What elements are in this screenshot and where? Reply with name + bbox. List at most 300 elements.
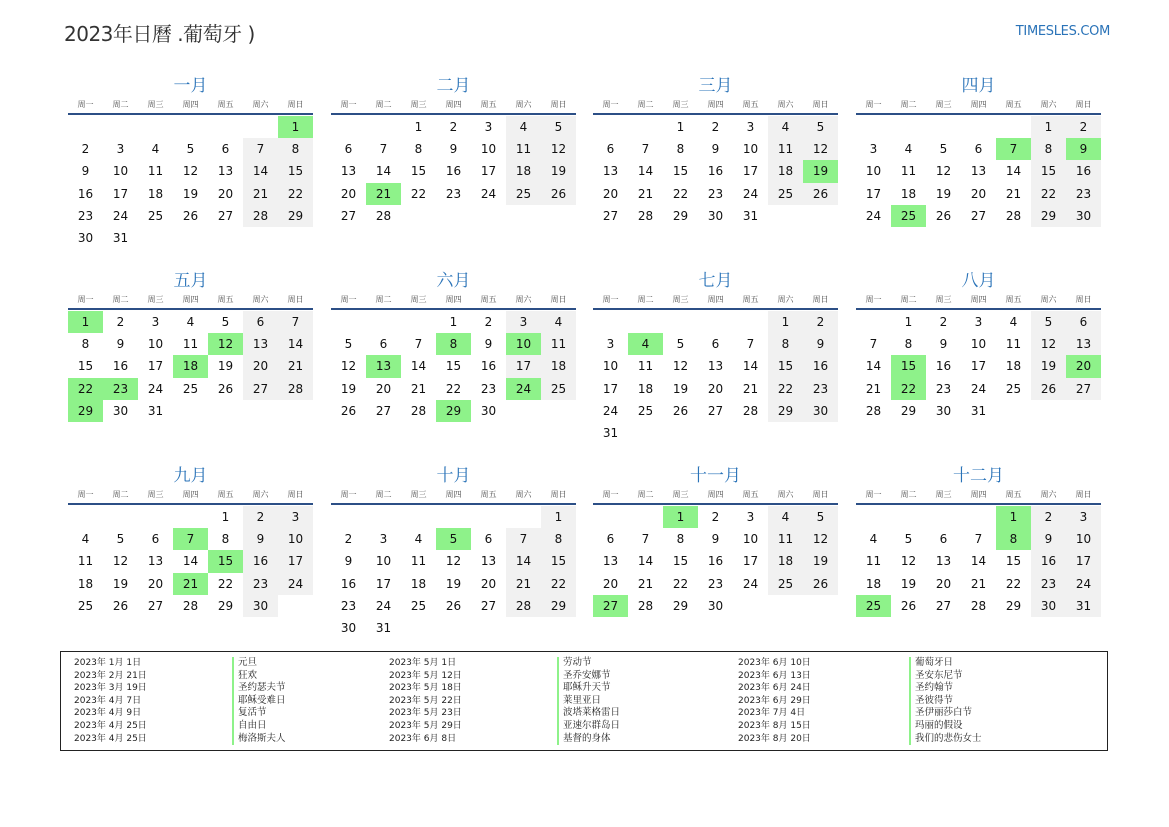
weekday-label: 周二 <box>637 100 654 109</box>
day-cell: 23 <box>340 598 357 613</box>
day-cell: 12 <box>445 554 462 569</box>
weekday-label: 周四 <box>182 100 199 109</box>
day-cell: 23 <box>1066 183 1101 205</box>
month-calendar <box>593 75 838 227</box>
day-cell: 18 <box>1005 359 1022 374</box>
day-cell: 22 <box>768 378 803 400</box>
day-cell: 15 <box>445 359 462 374</box>
holiday-day-cell: 5 <box>436 528 471 550</box>
month-name: 一月 <box>173 76 208 96</box>
weekday-label: 周六 <box>1040 295 1057 304</box>
holiday-date-column <box>74 657 147 745</box>
weekday-label: 周一 <box>340 490 357 499</box>
weekday-label: 周六 <box>1040 100 1057 109</box>
day-cell: 4 <box>1009 315 1018 330</box>
day-cell: 21 <box>637 186 654 201</box>
holiday-list <box>60 651 1108 751</box>
day-cell: 13 <box>602 164 619 179</box>
empty-cell <box>103 506 138 528</box>
month-calendar <box>593 270 838 444</box>
day-cell: 24 <box>970 381 987 396</box>
month-name: 五月 <box>173 271 208 291</box>
day-cell: 30 <box>707 598 724 613</box>
day-cell: 5 <box>344 337 353 352</box>
day-cell: 22 <box>1031 183 1066 205</box>
day-cell: 14 <box>375 164 392 179</box>
day-cell: 3 <box>746 120 755 135</box>
day-cell: 30 <box>1031 595 1066 617</box>
empty-cell <box>891 506 926 528</box>
weekday-label: 周二 <box>637 295 654 304</box>
day-cell: 27 <box>1066 378 1101 400</box>
day-cell: 18 <box>410 576 427 591</box>
day-cell: 18 <box>77 576 94 591</box>
holiday-name: 圣约翰节 <box>909 682 982 695</box>
day-cell: 2 <box>344 532 353 547</box>
day-cell: 17 <box>147 359 164 374</box>
day-cell: 21 <box>1005 186 1022 201</box>
holiday-day-cell: 24 <box>506 378 541 400</box>
day-cell: 11 <box>147 164 164 179</box>
empty-cell <box>961 506 996 528</box>
day-cell: 7 <box>641 532 650 547</box>
weekday-label: 周二 <box>112 490 129 499</box>
holiday-name: 葡萄牙日 <box>909 657 982 670</box>
holiday-day-cell: 12 <box>208 333 243 355</box>
day-cell: 11 <box>541 333 576 355</box>
empty-cell <box>331 311 366 333</box>
weekday-label: 周三 <box>672 490 689 499</box>
holiday-day-cell: 9 <box>1066 138 1101 160</box>
day-cell: 30 <box>243 595 278 617</box>
day-cell: 4 <box>414 532 423 547</box>
holiday-day-cell: 8 <box>436 333 471 355</box>
day-grid <box>331 506 576 639</box>
weekday-label: 周五 <box>480 100 497 109</box>
day-cell: 14 <box>637 554 654 569</box>
day-cell: 16 <box>340 576 357 591</box>
day-cell: 27 <box>217 208 234 223</box>
holiday-date: 2023年 4月 25日 <box>74 720 147 731</box>
day-cell: 11 <box>410 554 427 569</box>
weekday-label: 周六 <box>252 490 269 499</box>
empty-cell <box>506 506 541 528</box>
day-cell: 22 <box>278 183 313 205</box>
holiday-day-cell: 13 <box>366 355 401 377</box>
weekday-label: 周一 <box>340 100 357 109</box>
weekday-label: 周六 <box>777 295 794 304</box>
day-cell: 15 <box>672 164 689 179</box>
weekday-label: 周五 <box>742 100 759 109</box>
day-cell: 23 <box>707 576 724 591</box>
day-cell: 2 <box>711 120 720 135</box>
day-cell: 4 <box>151 142 160 157</box>
weekday-label: 周二 <box>112 295 129 304</box>
day-cell: 29 <box>900 403 917 418</box>
day-cell: 7 <box>746 337 755 352</box>
day-grid <box>593 311 838 444</box>
day-cell: 11 <box>865 554 882 569</box>
empty-cell <box>138 116 173 138</box>
weekday-label: 周六 <box>252 295 269 304</box>
holiday-day-cell: 10 <box>506 333 541 355</box>
weekday-label: 周三 <box>147 295 164 304</box>
empty-cell <box>593 116 628 138</box>
day-cell: 25 <box>637 403 654 418</box>
day-cell: 3 <box>869 142 878 157</box>
empty-cell <box>366 116 401 138</box>
day-cell: 25 <box>506 183 541 205</box>
day-cell: 18 <box>147 186 164 201</box>
day-cell: 27 <box>375 403 392 418</box>
day-cell: 13 <box>935 554 952 569</box>
month-name: 二月 <box>436 76 471 96</box>
day-cell: 1 <box>904 315 913 330</box>
day-cell: 10 <box>147 337 164 352</box>
day-cell: 26 <box>935 208 952 223</box>
day-cell: 14 <box>410 359 427 374</box>
day-cell: 29 <box>1031 205 1066 227</box>
empty-cell <box>208 116 243 138</box>
month-calendar <box>593 465 838 617</box>
month-name: 九月 <box>173 466 208 486</box>
day-cell: 23 <box>935 381 952 396</box>
day-cell: 27 <box>480 598 497 613</box>
day-cell: 20 <box>217 186 234 201</box>
day-cell: 7 <box>506 528 541 550</box>
weekday-label: 周一 <box>77 490 94 499</box>
day-cell: 12 <box>340 359 357 374</box>
day-cell: 24 <box>602 403 619 418</box>
day-cell: 11 <box>182 337 199 352</box>
day-cell: 24 <box>480 186 497 201</box>
day-cell: 17 <box>742 164 759 179</box>
holiday-name: 狂欢 <box>232 670 286 683</box>
holiday-date: 2023年 2月 21日 <box>74 670 147 681</box>
day-cell: 24 <box>112 208 129 223</box>
day-cell: 28 <box>410 403 427 418</box>
day-cell: 11 <box>506 138 541 160</box>
weekday-label: 周二 <box>637 490 654 499</box>
day-cell: 28 <box>637 598 654 613</box>
day-cell: 23 <box>1031 573 1066 595</box>
day-cell: 31 <box>602 426 619 441</box>
day-cell: 5 <box>803 116 838 138</box>
day-cell: 6 <box>711 337 720 352</box>
day-cell: 3 <box>506 311 541 333</box>
day-cell: 2 <box>81 142 90 157</box>
month-name: 七月 <box>698 271 733 291</box>
holiday-name: 基督的身体 <box>557 733 620 746</box>
day-grid <box>593 506 838 617</box>
day-cell: 9 <box>243 528 278 550</box>
empty-cell <box>996 116 1031 138</box>
holiday-day-cell: 1 <box>68 311 103 333</box>
weekday-header <box>68 294 313 310</box>
holiday-date: 2023年 1月 1日 <box>74 658 142 668</box>
empty-cell <box>401 506 436 528</box>
day-cell: 28 <box>506 595 541 617</box>
day-cell: 2 <box>484 315 493 330</box>
day-cell: 2 <box>449 120 458 135</box>
weekday-label: 周三 <box>147 490 164 499</box>
weekday-label: 周五 <box>217 490 234 499</box>
holiday-name: 玛丽的假设 <box>909 720 982 733</box>
day-cell: 29 <box>672 598 689 613</box>
site-link[interactable]: TIMESLES.COM <box>1015 24 1110 39</box>
day-cell: 13 <box>217 164 234 179</box>
holiday-name: 元旦 <box>232 657 286 670</box>
day-cell: 19 <box>340 381 357 396</box>
weekday-label: 周四 <box>182 295 199 304</box>
day-cell: 28 <box>865 403 882 418</box>
empty-cell <box>68 116 103 138</box>
day-cell: 22 <box>217 576 234 591</box>
holiday-date: 2023年 6月 24日 <box>738 683 811 694</box>
weekday-label: 周日 <box>550 295 567 304</box>
day-cell: 13 <box>340 164 357 179</box>
month-name: 八月 <box>961 271 996 291</box>
holiday-date: 2023年 5月 23日 <box>389 708 462 719</box>
day-cell: 3 <box>278 506 313 528</box>
weekday-header <box>68 99 313 115</box>
day-cell: 4 <box>768 506 803 528</box>
weekday-header <box>331 99 576 115</box>
weekday-label: 周三 <box>935 295 952 304</box>
weekday-label: 周五 <box>1005 100 1022 109</box>
day-cell: 18 <box>506 160 541 182</box>
holiday-name: 莱里亚日 <box>557 695 620 708</box>
day-cell: 14 <box>865 359 882 374</box>
day-cell: 7 <box>243 138 278 160</box>
day-cell: 12 <box>803 138 838 160</box>
day-cell: 19 <box>672 381 689 396</box>
day-cell: 8 <box>768 333 803 355</box>
weekday-label: 周日 <box>1075 490 1092 499</box>
holiday-date: 2023年 6月 13日 <box>738 670 811 681</box>
day-grid <box>331 311 576 422</box>
day-cell: 30 <box>340 621 357 636</box>
holiday-day-cell: 4 <box>628 333 663 355</box>
day-cell: 30 <box>935 403 952 418</box>
day-cell: 9 <box>803 333 838 355</box>
day-cell: 10 <box>602 359 619 374</box>
day-cell: 28 <box>182 598 199 613</box>
holiday-date-column <box>389 657 462 745</box>
day-cell: 5 <box>904 532 913 547</box>
holiday-date: 2023年 7月 4日 <box>738 708 806 719</box>
empty-cell <box>926 116 961 138</box>
empty-cell <box>401 311 436 333</box>
day-cell: 17 <box>970 359 987 374</box>
day-cell: 26 <box>803 183 838 205</box>
day-cell: 13 <box>970 164 987 179</box>
day-cell: 9 <box>344 554 353 569</box>
weekday-header <box>856 489 1101 505</box>
day-cell: 20 <box>340 186 357 201</box>
day-cell: 26 <box>112 598 129 613</box>
empty-cell <box>593 506 628 528</box>
day-cell: 29 <box>672 208 689 223</box>
day-cell: 7 <box>278 311 313 333</box>
weekday-label: 周二 <box>900 490 917 499</box>
weekday-header <box>68 489 313 505</box>
day-cell: 17 <box>602 381 619 396</box>
holiday-day-cell: 1 <box>278 116 313 138</box>
day-cell: 28 <box>1005 208 1022 223</box>
day-cell: 26 <box>803 573 838 595</box>
month-calendar <box>68 75 313 249</box>
empty-cell <box>103 116 138 138</box>
day-cell: 22 <box>672 186 689 201</box>
day-cell: 5 <box>939 142 948 157</box>
day-cell: 13 <box>480 554 497 569</box>
day-cell: 15 <box>77 359 94 374</box>
holiday-date: 2023年 4月 9日 <box>74 708 142 719</box>
weekday-label: 周日 <box>550 490 567 499</box>
day-cell: 24 <box>742 576 759 591</box>
day-cell: 1 <box>541 506 576 528</box>
day-cell: 23 <box>445 186 462 201</box>
day-cell: 6 <box>1066 311 1101 333</box>
weekday-header <box>856 294 1101 310</box>
holiday-day-cell: 15 <box>891 355 926 377</box>
day-cell: 25 <box>182 381 199 396</box>
day-cell: 8 <box>1031 138 1066 160</box>
day-cell: 16 <box>112 359 129 374</box>
day-cell: 28 <box>375 208 392 223</box>
empty-cell <box>366 311 401 333</box>
day-cell: 3 <box>151 315 160 330</box>
day-cell: 21 <box>742 381 759 396</box>
holiday-day-cell: 23 <box>103 378 138 400</box>
day-grid <box>856 506 1101 617</box>
day-cell: 26 <box>340 403 357 418</box>
weekday-label: 周五 <box>480 295 497 304</box>
weekday-label: 周三 <box>672 100 689 109</box>
empty-cell <box>331 116 366 138</box>
day-cell: 30 <box>803 400 838 422</box>
day-cell: 26 <box>900 598 917 613</box>
day-cell: 27 <box>602 208 619 223</box>
day-cell: 24 <box>278 573 313 595</box>
day-cell: 25 <box>768 183 803 205</box>
day-cell: 29 <box>1005 598 1022 613</box>
day-cell: 21 <box>243 183 278 205</box>
day-cell: 11 <box>1005 337 1022 352</box>
holiday-day-cell: 25 <box>891 205 926 227</box>
day-cell: 1 <box>221 510 230 525</box>
weekday-label: 周三 <box>935 490 952 499</box>
day-cell: 19 <box>935 186 952 201</box>
day-cell: 25 <box>1005 381 1022 396</box>
weekday-label: 周三 <box>410 295 427 304</box>
day-cell: 9 <box>484 337 493 352</box>
weekday-label: 周六 <box>777 490 794 499</box>
weekday-label: 周一 <box>602 295 619 304</box>
day-cell: 16 <box>480 359 497 374</box>
page-title: 2023年日曆 .葡萄牙 ) <box>64 22 255 46</box>
day-cell: 26 <box>541 183 576 205</box>
holiday-day-cell: 15 <box>208 550 243 572</box>
day-cell: 18 <box>768 160 803 182</box>
day-cell: 4 <box>768 116 803 138</box>
weekday-label: 周三 <box>672 295 689 304</box>
weekday-label: 周三 <box>410 490 427 499</box>
day-cell: 22 <box>672 576 689 591</box>
day-cell: 24 <box>1066 573 1101 595</box>
day-cell: 13 <box>707 359 724 374</box>
day-cell: 5 <box>541 116 576 138</box>
day-cell: 26 <box>672 403 689 418</box>
day-grid <box>68 311 313 422</box>
day-cell: 28 <box>637 208 654 223</box>
day-cell: 26 <box>217 381 234 396</box>
day-cell: 10 <box>742 142 759 157</box>
day-cell: 20 <box>707 381 724 396</box>
day-cell: 6 <box>606 142 615 157</box>
day-grid <box>856 116 1101 227</box>
day-cell: 8 <box>221 532 230 547</box>
holiday-day-cell: 18 <box>173 355 208 377</box>
day-cell: 14 <box>1005 164 1022 179</box>
day-cell: 21 <box>970 576 987 591</box>
weekday-header <box>593 489 838 505</box>
day-cell: 16 <box>77 186 94 201</box>
day-cell: 8 <box>676 532 685 547</box>
day-cell: 8 <box>278 138 313 160</box>
day-cell: 3 <box>484 120 493 135</box>
empty-cell <box>138 506 173 528</box>
day-cell: 22 <box>410 186 427 201</box>
day-cell: 31 <box>970 403 987 418</box>
day-cell: 12 <box>112 554 129 569</box>
weekday-header <box>331 489 576 505</box>
day-cell: 26 <box>182 208 199 223</box>
day-cell: 17 <box>742 554 759 569</box>
day-cell: 17 <box>506 355 541 377</box>
holiday-date: 2023年 5月 12日 <box>389 670 462 681</box>
day-cell: 5 <box>116 532 125 547</box>
holiday-date: 2023年 8月 15日 <box>738 720 811 731</box>
day-cell: 17 <box>375 576 392 591</box>
day-cell: 22 <box>445 381 462 396</box>
weekday-label: 周一 <box>602 490 619 499</box>
month-name: 十二月 <box>953 466 1004 486</box>
day-cell: 16 <box>1031 550 1066 572</box>
holiday-date: 2023年 5月 1日 <box>389 658 457 668</box>
empty-cell <box>926 506 961 528</box>
holiday-day-cell: 21 <box>366 183 401 205</box>
empty-cell <box>436 506 471 528</box>
day-grid <box>856 311 1101 422</box>
weekday-label: 周五 <box>1005 490 1022 499</box>
day-cell: 5 <box>676 337 685 352</box>
day-cell: 10 <box>742 532 759 547</box>
weekday-label: 周日 <box>287 100 304 109</box>
day-grid <box>593 116 838 227</box>
day-cell: 19 <box>900 576 917 591</box>
day-cell: 16 <box>1066 160 1101 182</box>
empty-cell <box>173 506 208 528</box>
holiday-name: 梅洛斯夫人 <box>232 733 286 746</box>
day-cell: 20 <box>243 355 278 377</box>
holiday-day-cell: 8 <box>996 528 1031 550</box>
day-cell: 28 <box>970 598 987 613</box>
day-cell: 24 <box>742 186 759 201</box>
weekday-label: 周二 <box>375 295 392 304</box>
day-cell: 31 <box>375 621 392 636</box>
